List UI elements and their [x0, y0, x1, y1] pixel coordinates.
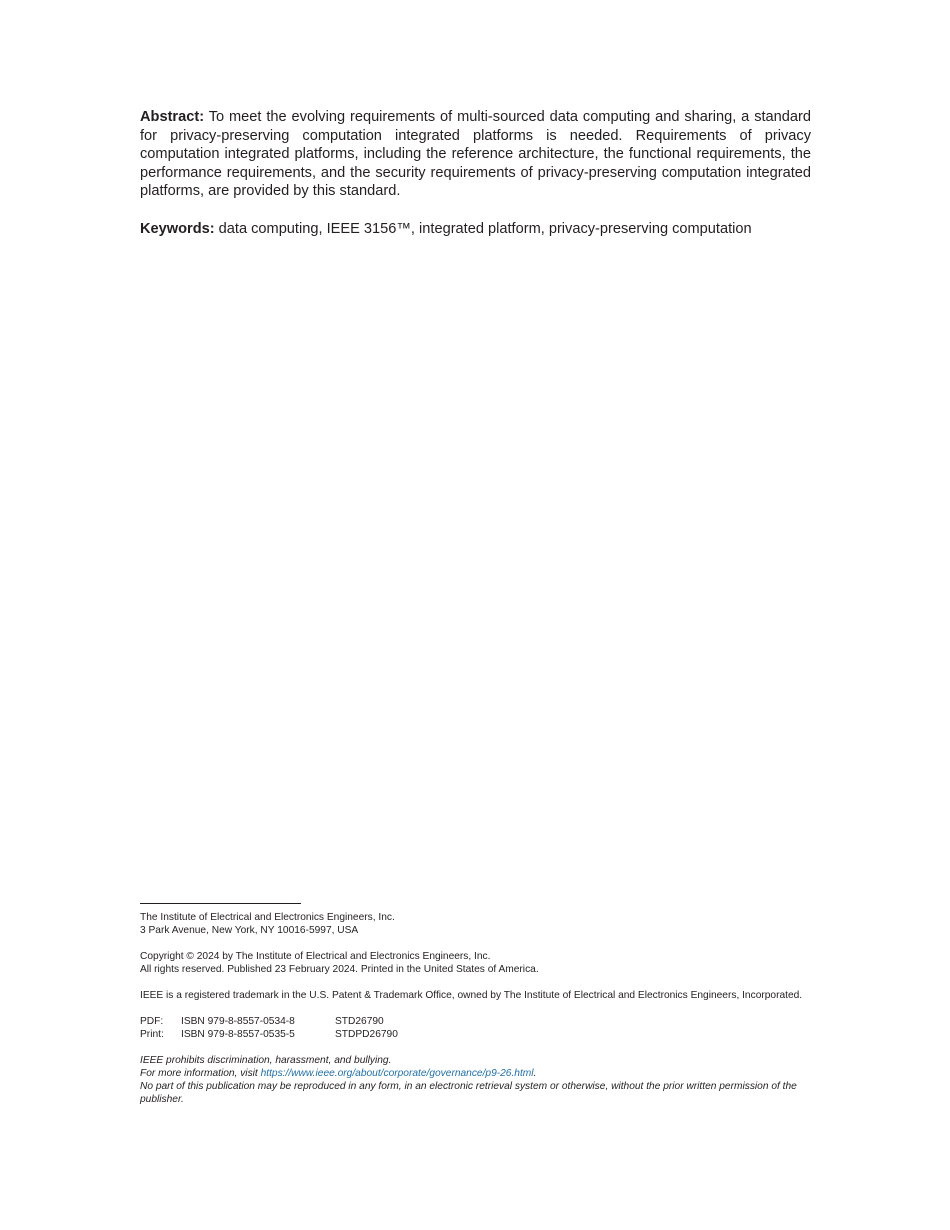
rights-line: All rights reserved. Published 23 February 2024. Printed in the United States of America. [140, 964, 539, 975]
abstract-label: Abstract: [140, 109, 205, 125]
isbn-block [140, 1015, 811, 1041]
isbn-code: STDPD26790 [335, 1029, 398, 1040]
publisher-address: 3 Park Avenue, New York, NY 10016-5997, USA [140, 925, 359, 936]
trademark-block [140, 989, 811, 1002]
policy-statement: IEEE prohibits discrimination, harassment, and bullying. [140, 1055, 392, 1066]
isbn-code: STD26790 [335, 1016, 384, 1027]
keywords-paragraph [140, 220, 820, 239]
copyright-block [140, 950, 811, 976]
more-info-suffix: . [533, 1068, 537, 1079]
more-info-prefix: For more information, visit [140, 1068, 261, 1079]
keywords-text: data computing, IEEE 3156™, integrated platform, privacy-preserving computation [214, 221, 752, 237]
keywords-label: Keywords: [140, 221, 215, 237]
document-page [140, 0, 811, 1230]
isbn-number: ISBN 979-8-8557-0535-5 [181, 1029, 295, 1040]
abstract-paragraph [140, 108, 811, 201]
footer-divider [140, 903, 301, 904]
abstract-text: To meet the evolving requirements of multi-sourced data computing and sharing, a standard for privacy-preserving computation integrated platforms is needed. Requirements of privacy computation integrated platforms, including the reference architecture, the functional requirements, the performance requirements, and the security requirements of privacy-preserving computation integrated platforms, are provided by this standard. [140, 109, 811, 200]
policy-link[interactable]: https://www.ieee.org/about/corporate/governance/p9-26.html [260, 1068, 534, 1079]
isbn-row-pdf [140, 1015, 811, 1028]
copyright-footer [140, 903, 811, 1119]
trademark-text: IEEE is a registered trademark in the U.S. Patent & Trademark Office, owned by The Institute of Electrical and Electronics Engineers, Incorporated. [140, 990, 803, 1001]
policy-block [140, 1054, 811, 1106]
isbn-number: ISBN 979-8-8557-0534-8 [181, 1016, 295, 1027]
more-info-line [140, 1067, 811, 1080]
publisher-block [140, 911, 811, 937]
publisher-name: The Institute of Electrical and Electronics Engineers, Inc. [140, 912, 395, 923]
isbn-format: Print: [140, 1029, 164, 1040]
reproduction-notice: No part of this publication may be reproduced in any form, in an electronic retrieval system or otherwise, without the prior written permission of the publisher. [140, 1081, 797, 1105]
copyright-line: Copyright © 2024 by The Institute of Electrical and Electronics Engineers, Inc. [140, 951, 491, 962]
isbn-format: PDF: [140, 1016, 164, 1027]
isbn-row-print [140, 1028, 811, 1041]
